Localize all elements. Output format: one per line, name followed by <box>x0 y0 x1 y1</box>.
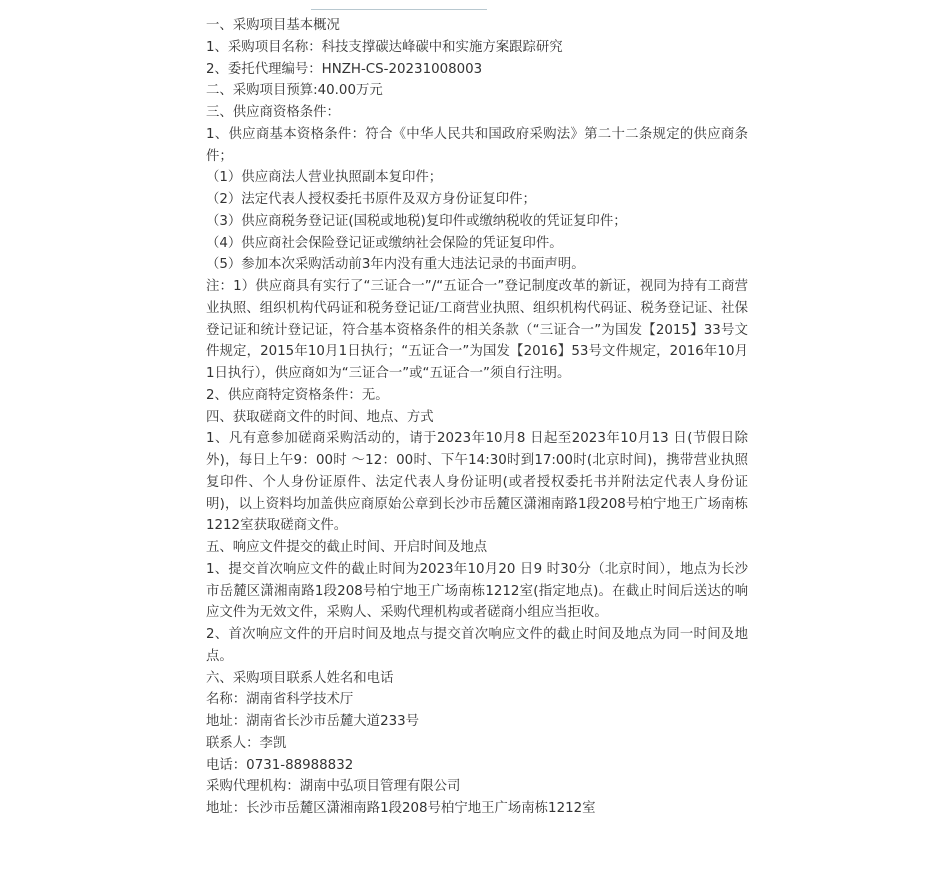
obtain-docs-details: 1、凡有意参加磋商采购活动的，请于2023年10月8 日起至2023年10月13 日(节假日除外)，每日上午9：00时 ～12：00时、下午14:30时到17:00时(北京时间)，携带营业执照复印件、个人身份证原件、法定代表人身份证明(或者授权委托书并附法定代表人身份证明)，以上资料均加盖供应商原始公章到长沙市岳麓区潇湘南路1段208号柏宁地王广场南栋1212室获取磋商文件。 <box>206 431 748 534</box>
contact-person: 联系人：李凯 <box>206 735 287 751</box>
section-heading-deadline: 五、响应文件提交的截止时间、开启时间及地点 <box>206 540 488 555</box>
agency-number: 2、委托代理编号：HNZH-CS-20231008003 <box>206 61 483 77</box>
section-heading-budget: 二、采购项目预算:40.00万元 <box>206 83 383 99</box>
section-heading-overview: 一、采购项目基本概况 <box>206 18 340 33</box>
announcement-body <box>206 15 748 820</box>
top-divider <box>311 9 487 10</box>
qualification-item-5: （5）参加本次采购活动前3年内没有重大违法记录的书面声明。 <box>206 257 585 273</box>
special-qualification: 2、供应商特定资格条件：无。 <box>206 387 389 403</box>
purchaser-address: 地址：湖南省长沙市岳麓大道233号 <box>206 714 420 729</box>
qualification-item-3: （3）供应商税务登记证(国税或地税)复印件或缴纳税收的凭证复印件； <box>206 213 627 229</box>
agency-name: 采购代理机构：湖南中弘项目管理有限公司 <box>206 779 461 795</box>
qualification-item-4: （4）供应商社会保险登记证或缴纳社会保险的凭证复印件。 <box>206 235 563 251</box>
agency-address: 地址：长沙市岳麓区潇湘南路1段208号柏宁地王广场南栋1212室 <box>206 801 596 816</box>
section-heading-qualification: 三、供应商资格条件： <box>206 105 340 120</box>
submission-deadline: 1、提交首次响应文件的截止时间为2023年10月20 日9 时30分（北京时间），地点为长沙市岳麓区潇湘南路1段208号柏宁地王广场南栋1212室(指定地点)。在截止时间后送达的响应文件为无效文件，采购人、采购代理机构或者磋商小组应当拒收。 <box>206 561 748 621</box>
project-name: 1、采购项目名称：科技支撑碳达峰碳中和实施方案跟踪研究 <box>206 39 563 55</box>
qualification-item-2: （2）法定代表人授权委托书原件及双方身份证复印件； <box>206 192 536 207</box>
section-heading-contacts: 六、采购项目联系人姓名和电话 <box>206 670 394 686</box>
opening-time: 2、首次响应文件的开启时间及地点与提交首次响应文件的截止时间及地点为同一时间及地点。 <box>206 627 748 664</box>
purchaser-name: 名称：湖南省科学技术厅 <box>206 692 354 708</box>
section-heading-obtain-docs: 四、获取磋商文件的时间、地点、方式 <box>206 409 434 425</box>
qualification-item-1: （1）供应商法人营业执照副本复印件； <box>206 170 443 186</box>
qualification-note: 注：1）供应商具有实行了“三证合一”/“五证合一”登记制度改革的新证，视同为持有工商营业执照、组织机构代码证和税务登记证/工商营业执照、组织机构代码证、税务登记证、社保登记证和统计登记证，符合基本资格条件的相关条款（“三证合一”为国发【2015】33号文件规定，2015年10月1日执行；“五证合一”为国发【2016】53号文件规定，2016年10月1日执行），供应商如为“三证合一”或“五证合一”须自行注明。 <box>206 279 748 381</box>
basic-qualification: 1、供应商基本资格条件：符合《中华人民共和国政府采购法》第二十二条规定的供应商条件； <box>206 126 748 164</box>
contact-phone: 电话：0731-88988832 <box>206 757 354 773</box>
